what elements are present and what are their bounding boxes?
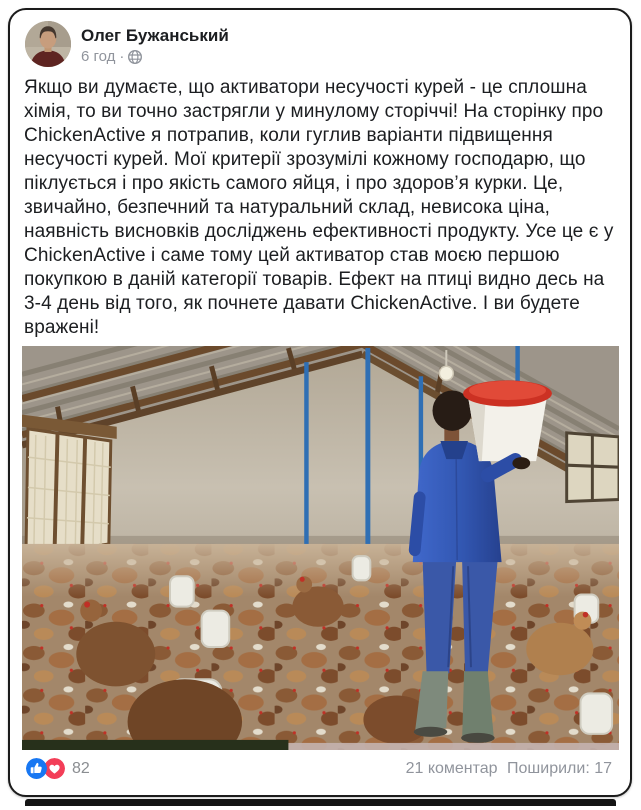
share-count[interactable]: Поширили: 17 <box>507 759 612 777</box>
post-timestamp[interactable]: 6 год <box>81 48 116 65</box>
chicken-farm-illustration <box>22 346 619 750</box>
globe-icon <box>128 50 142 64</box>
author-avatar[interactable] <box>25 21 71 67</box>
love-reaction-icon[interactable] <box>44 758 65 779</box>
comments-shares-stat[interactable] <box>406 760 612 778</box>
author-name[interactable]: Олег Бужанський <box>81 26 229 45</box>
like-reaction-icon[interactable] <box>26 758 47 779</box>
subline-dot: · <box>119 48 125 65</box>
engagement-bar <box>22 750 618 779</box>
avatar-portrait <box>25 21 71 67</box>
post-card <box>8 8 632 797</box>
post-text: Якщо ви думаєте, що активатори несучості курей - це сплошна хімія, то ви точно застрягли у минулому сторіччі! На сторінку про ChickenActive я потрапив, коли гуглив варіанти підвищення несучості курей. Мої критерії зрозумілі кожному господарю, що піклується і про якість самого яйця, і про здоров’я курки. Це, звичайно, безпечний та натуральний склад, невисока ціна, наявність висновків досліджень ефективності продукту. Усе це є у ChickenActive і саме тому цей активатор став моєю першою покупкою в даній категорії товарів. Ефект на птиці видно десь на 3-4 день від того, як почнете давати ChickenActive. І ви будете вражені! <box>24 77 614 338</box>
next-post-top-edge <box>25 799 616 806</box>
post-subline <box>81 48 229 66</box>
reactions-group[interactable] <box>26 758 90 779</box>
post-photo[interactable] <box>22 346 619 750</box>
post-header <box>22 21 618 67</box>
post-header-meta <box>81 21 229 66</box>
reaction-count[interactable]: 82 <box>72 759 90 777</box>
comment-count[interactable]: 21 коментар <box>405 759 498 777</box>
